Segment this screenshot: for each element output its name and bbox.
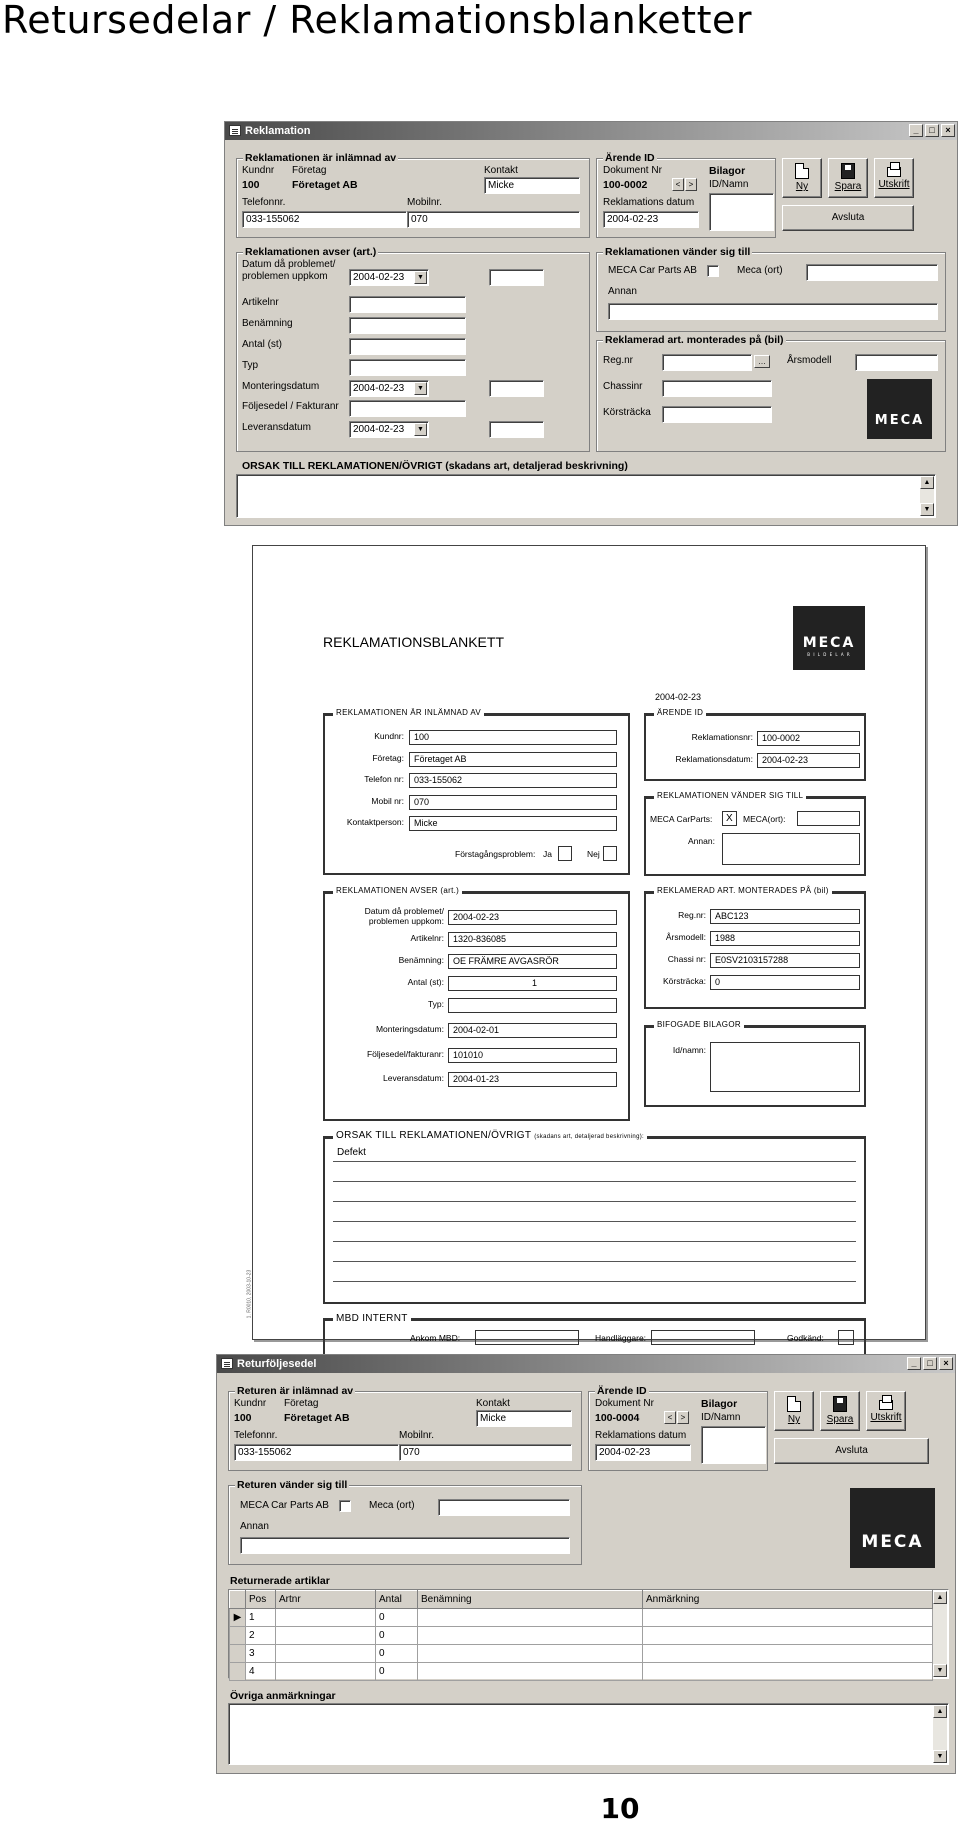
date-input[interactable]: 2004-02-23 [603, 211, 699, 228]
kundnr-field: 100 [409, 730, 617, 745]
antal-input[interactable] [349, 338, 466, 355]
ruled-line [333, 1161, 856, 1162]
pos-cell[interactable]: 1 [246, 1609, 276, 1627]
benamning-cell[interactable] [418, 1663, 643, 1681]
printer-icon [879, 1400, 893, 1410]
foretag-value: Företaget AB [292, 179, 358, 191]
new-button[interactable] [782, 158, 822, 198]
meca-ort-label: Meca (ort) [369, 1500, 415, 1511]
telefon-input[interactable]: 033-155062 [234, 1444, 399, 1461]
ruled-line [333, 1281, 856, 1282]
new-button-label: Ny [795, 181, 809, 192]
minimize-button[interactable]: _ [909, 124, 923, 137]
reklamationsblankett-paper [246, 545, 926, 1343]
close-button[interactable]: × [941, 124, 955, 137]
benamning-cell[interactable] [418, 1609, 643, 1627]
benamning-label: Benämning: [398, 955, 444, 965]
group-label: Reklamationen är inlämnad av [245, 152, 397, 164]
korstracka-input[interactable] [662, 406, 772, 423]
kontakt-label: Kontakt [484, 165, 518, 176]
handl-field [651, 1330, 755, 1345]
group-label: Övriga anmärkningar [230, 1690, 336, 1702]
new-document-icon [795, 163, 809, 179]
meca-label: MECA Car Parts AB [608, 265, 697, 276]
benamning-cell[interactable] [418, 1645, 643, 1663]
datum-field: 2004-02-23 [448, 910, 617, 925]
typ-label: Typ: [427, 999, 444, 1009]
kundnr-label: Kundnr [234, 1398, 267, 1409]
paper-internal-group [323, 1313, 866, 1358]
row-selector[interactable] [230, 1645, 246, 1663]
mobil-field: 070 [409, 795, 617, 810]
bilagor-label: Bilagor [709, 165, 746, 177]
form-icon [229, 125, 241, 136]
notes-group [228, 1692, 949, 1767]
row-selector[interactable] [230, 1627, 246, 1645]
row-pointer-icon[interactable]: ▶ [230, 1609, 246, 1627]
antal-cell[interactable]: 0 [376, 1627, 418, 1645]
rekl-date-field: 2004-02-23 [757, 753, 860, 768]
arsmodell-input[interactable] [855, 354, 938, 371]
chassi-label: Chassi nr: [667, 954, 706, 964]
bilagor-label: Bilagor [701, 1398, 738, 1410]
group-label: Returen vänder sig till [237, 1479, 348, 1491]
telefon-label: Telefon nr: [364, 774, 404, 784]
group-label: Reklamerad art. monterades på (bil) [605, 334, 784, 346]
anmarkning-cell[interactable] [643, 1609, 933, 1627]
artnr-cell[interactable] [276, 1627, 376, 1645]
regnr-field: ABC123 [710, 909, 860, 924]
ruled-line [333, 1241, 856, 1242]
mobil-input[interactable]: 070 [399, 1444, 572, 1461]
godkand-label: Godkänd: [787, 1333, 824, 1343]
artnr-cell[interactable] [276, 1663, 376, 1681]
foretag-label: Företag [284, 1398, 319, 1409]
column-header[interactable]: Artnr [276, 1591, 376, 1609]
kundnr-value: 100 [242, 179, 260, 191]
print-button[interactable] [866, 1391, 906, 1431]
mobil-label: Mobil nr: [371, 796, 404, 806]
blankett-title: REKLAMATIONSBLANKETT [323, 634, 505, 650]
chassi-label: Chassinr [603, 381, 643, 392]
save-button[interactable] [828, 158, 868, 198]
table-row[interactable] [230, 1609, 933, 1627]
antal-cell[interactable]: 0 [376, 1663, 418, 1681]
retur-addressed-group [228, 1479, 582, 1565]
dropdown-arrow-icon[interactable]: ▼ [414, 271, 427, 284]
datum-value: 2004-02-23 [353, 272, 405, 283]
column-header[interactable]: Anmärkning [643, 1591, 933, 1609]
chassi-input[interactable] [662, 380, 772, 397]
foljesedel-field: 101010 [448, 1048, 617, 1063]
minimize-button[interactable]: _ [907, 1357, 921, 1370]
scroll-up-icon[interactable]: ▲ [933, 1591, 947, 1604]
bilagor-input[interactable] [709, 193, 774, 231]
meca-ort-label: MECA(ort): [743, 814, 786, 824]
group-label: Returen är inlämnad av [237, 1385, 354, 1397]
annan-field [722, 833, 860, 865]
cause-text: Defekt [337, 1147, 366, 1158]
telefon-input[interactable]: 033-155062 [242, 211, 407, 228]
arsmodell-field: 1988 [710, 931, 860, 946]
doc-label: Dokument Nr [603, 165, 662, 176]
korstracka-field: 0 [710, 975, 860, 990]
leverans-select[interactable] [349, 421, 429, 438]
pos-cell[interactable]: 2 [246, 1627, 276, 1645]
ja-label: Ja [543, 849, 552, 859]
meca-checkbox[interactable] [339, 1500, 351, 1512]
leverans-extra-input[interactable] [489, 421, 544, 438]
foretag-label: Företag: [372, 753, 404, 763]
grid-scrollbar[interactable] [933, 1591, 947, 1677]
meca-ort-label: Meca (ort) [737, 265, 783, 276]
meca-logo-subtext: B I L D E L A R [807, 652, 851, 657]
paper-attachments-group [644, 1020, 866, 1107]
ankom-label: Ankom MBD: [410, 1333, 461, 1343]
grid-corner [230, 1591, 246, 1609]
antal-cell[interactable]: 0 [376, 1609, 418, 1627]
foljesedel-input[interactable] [349, 400, 466, 417]
annan-input[interactable] [608, 303, 938, 320]
artnr-cell[interactable] [276, 1609, 376, 1627]
retur-titlebar[interactable] [217, 1355, 955, 1373]
doc-label: Dokument Nr [595, 1398, 654, 1409]
next-record-button[interactable]: > [685, 178, 697, 191]
benamning-input[interactable] [349, 317, 466, 334]
new-document-icon [787, 1396, 801, 1412]
anmarkning-cell[interactable] [643, 1627, 933, 1645]
retur-submitted-group [228, 1385, 582, 1471]
scroll-down-icon[interactable]: ▼ [920, 503, 934, 516]
chassi-field: E0SV2103157288 [710, 953, 860, 968]
notes-scrollbar[interactable] [933, 1705, 947, 1763]
arsmodell-label: Årsmodell: [665, 932, 706, 942]
group-label: REKLAMATIONEN AVSER (art.) [333, 886, 462, 895]
table-row[interactable] [230, 1663, 933, 1681]
datum-label: Datum då problemet/ problemen uppkom: [364, 906, 444, 926]
scroll-down-icon[interactable]: ▼ [933, 1750, 947, 1763]
group-label: Ärende ID [605, 152, 655, 164]
first-problem-label: Förstagångsproblem: [455, 849, 536, 859]
montering-label: Monteringsdatum: [375, 1024, 444, 1034]
group-label: BIFOGADE BILAGOR [654, 1020, 744, 1029]
group-label [333, 1130, 647, 1141]
rekl-nr-field: 100-0002 [757, 731, 860, 746]
datum-label: Datum då problemet/ problemen uppkom [242, 259, 336, 282]
pos-cell[interactable]: 3 [246, 1645, 276, 1663]
form-version-text: 1. R0010, 2003-10-23 [246, 1269, 253, 1319]
save-disk-icon [833, 1396, 847, 1412]
date-label: Reklamations datum [595, 1430, 687, 1441]
handl-label: Handläggare: [595, 1333, 647, 1343]
datum-select[interactable] [349, 269, 429, 286]
kontakt-input[interactable]: Micke [476, 1410, 572, 1427]
annan-input[interactable] [240, 1537, 570, 1554]
kundnr-value: 100 [234, 1412, 252, 1424]
anmarkning-cell[interactable] [643, 1645, 933, 1663]
paper-mounted-group [644, 886, 866, 1009]
foljesedel-label: Följesedel/fakturanr: [366, 1049, 444, 1059]
idnamn-label: Id/namn: [672, 1045, 706, 1055]
montering-extra-input[interactable] [489, 380, 544, 397]
save-button-label: Spara [826, 1414, 854, 1425]
paper-submitted-group [323, 708, 630, 875]
articles-grid[interactable] [228, 1589, 949, 1679]
annan-label: Annan [608, 286, 637, 297]
idnamn-label: ID/Namn [709, 179, 749, 190]
idnamn-label: ID/Namn [701, 1412, 741, 1423]
cause-legend-small: (skadans art, detaljerad beskrivning): [534, 1134, 644, 1140]
bilagor-input[interactable] [701, 1426, 766, 1464]
paper-addressed-group [644, 791, 866, 876]
save-button[interactable] [820, 1391, 860, 1431]
telefon-label: Telefonnr. [234, 1430, 278, 1441]
next-record-button[interactable]: > [677, 1411, 689, 1424]
scroll-up-icon[interactable]: ▲ [933, 1705, 947, 1718]
cause-legend: ORSAK TILL REKLAMATIONEN/ÖVRIGT [336, 1130, 532, 1141]
avsluta-button[interactable]: Avsluta [774, 1438, 929, 1464]
print-button[interactable] [874, 158, 914, 198]
doc-value: 100-0002 [603, 179, 648, 191]
new-button[interactable] [774, 1391, 814, 1431]
group-label: Reklamationen avser (art.) [245, 246, 377, 258]
mobil-label: Mobilnr. [407, 197, 443, 208]
cause-group [236, 462, 946, 520]
blankett-meca-logo [793, 606, 865, 670]
montering-label: Monteringsdatum [242, 381, 320, 392]
typ-label: Typ [242, 360, 259, 371]
paper-concerns-group [323, 886, 630, 1121]
meca-label: MECA Car Parts AB [240, 1500, 329, 1511]
telefon-label: Telefonnr. [242, 197, 286, 208]
regnr-input[interactable] [662, 354, 752, 371]
foretag-label: Företag [292, 165, 327, 176]
foretag-value: Företaget AB [284, 1412, 350, 1424]
pos-cell[interactable]: 4 [246, 1663, 276, 1681]
kontakt-label: Kontakt [476, 1398, 510, 1409]
leverans-field: 2004-01-23 [448, 1072, 617, 1087]
table-row[interactable] [230, 1645, 933, 1663]
print-button-label: Utskrift [870, 1412, 902, 1423]
submitted-by-group [236, 152, 590, 238]
mobil-input[interactable]: 070 [407, 211, 580, 228]
kontakt-field: Micke [409, 816, 617, 831]
window-title: Reklamation [245, 125, 311, 137]
column-header[interactable]: Benämning [418, 1591, 643, 1609]
prev-record-button[interactable]: < [664, 1411, 676, 1424]
antal-label: Antal (st) [242, 339, 283, 350]
foljesedel-label: Följesedel / Fakturanr [242, 401, 339, 412]
meca-carparts-label: MECA CarParts: [650, 814, 713, 824]
group-label: ORSAK TILL REKLAMATIONEN/ÖVRIGT (skadans art, detaljerad beskrivning) [242, 460, 628, 472]
ruled-line [333, 1261, 856, 1262]
notes-textarea[interactable] [228, 1703, 949, 1765]
kontakt-input[interactable]: Micke [484, 177, 580, 194]
table-row[interactable] [230, 1627, 933, 1645]
row-selector[interactable] [230, 1663, 246, 1681]
paper-cause-group [323, 1130, 866, 1304]
new-button-label: Ny [787, 1414, 801, 1425]
korstracka-label: Körsträcka: [663, 976, 706, 986]
nej-box [603, 846, 617, 861]
ankom-field [475, 1330, 579, 1345]
annan-label: Annan [240, 1521, 269, 1532]
scroll-down-icon[interactable]: ▼ [933, 1664, 947, 1677]
montering-select[interactable] [349, 380, 429, 397]
close-button[interactable]: × [939, 1357, 953, 1370]
group-label: REKLAMATIONEN VÄNDER SIG TILL [654, 791, 806, 800]
typ-field [448, 998, 617, 1013]
reklamation-titlebar[interactable] [225, 122, 957, 140]
group-label: MBD INTERNT [333, 1313, 411, 1324]
page-number: 10 [600, 1792, 640, 1825]
benamning-label: Benämning [242, 318, 293, 329]
antal-cell[interactable]: 0 [376, 1645, 418, 1663]
dropdown-arrow-icon[interactable]: ▼ [414, 382, 427, 395]
kundnr-label: Kundnr: [374, 731, 404, 741]
leverans-value: 2004-02-23 [353, 424, 405, 435]
kontakt-label: Kontaktperson: [346, 817, 404, 827]
idnamn-field [710, 1042, 860, 1092]
group-label: Ärende ID [597, 1385, 647, 1397]
case-id-group [596, 152, 776, 238]
regnr-label: Reg.nr [603, 355, 634, 366]
montering-value: 2004-02-23 [353, 383, 405, 394]
date-label: Reklamations datum [603, 197, 695, 208]
godkand-box [838, 1330, 854, 1345]
date-input[interactable]: 2004-02-23 [595, 1444, 691, 1461]
group-label: REKLAMATIONEN ÄR INLÄMNAD AV [333, 708, 484, 717]
ja-box [558, 846, 572, 861]
doc-value: 100-0004 [595, 1412, 640, 1424]
retur-case-group [588, 1385, 768, 1471]
retur-meca-logo: MECA [850, 1488, 935, 1568]
save-disk-icon [841, 163, 855, 179]
korstracka-label: Körsträcka [603, 407, 651, 418]
annan-label: Annan: [688, 836, 715, 846]
group-label: REKLAMERAD ART. MONTERADES PÅ (bil) [654, 886, 832, 895]
artikelnr-label: Artikelnr: [410, 933, 444, 943]
ruled-line [333, 1181, 856, 1182]
scroll-up-icon[interactable]: ▲ [920, 476, 934, 489]
blankett-date: 2004-02-23 [655, 692, 702, 702]
ruled-line [333, 1201, 856, 1202]
print-button-label: Utskrift [878, 179, 910, 190]
regnr-label: Reg.nr: [678, 910, 706, 920]
dropdown-arrow-icon[interactable]: ▼ [414, 423, 427, 436]
artikelnr-field: 1320-836085 [448, 932, 617, 947]
arsmodell-label: Årsmodell [787, 355, 832, 366]
meca-logo-text: MECA [802, 635, 856, 651]
concerns-group [236, 246, 590, 452]
mobil-label: Mobilnr. [399, 1430, 435, 1441]
leverans-label: Leveransdatum: [383, 1073, 444, 1083]
anmarkning-cell[interactable] [643, 1663, 933, 1681]
rekl-date-label: Reklamationsdatum: [675, 754, 753, 764]
datum-extra-input[interactable] [489, 269, 544, 286]
benamning-field: OE FRÄMRE AVGASRÖR [448, 954, 617, 969]
cause-textarea[interactable] [236, 474, 936, 518]
nej-label: Nej [587, 849, 600, 859]
leverans-label: Leveransdatum [242, 422, 311, 433]
regnr-lookup-button[interactable]: … [754, 355, 770, 368]
kundnr-label: Kundnr [242, 165, 275, 176]
maximize-button[interactable]: □ [923, 1357, 937, 1370]
group-label: Reklamationen vänder sig till [605, 246, 751, 258]
column-header[interactable]: Antal [376, 1591, 418, 1609]
artikelnr-input[interactable] [349, 296, 466, 313]
retur-window [216, 1354, 956, 1774]
save-button-label: Spara [834, 181, 862, 192]
cause-scrollbar[interactable] [920, 476, 934, 516]
benamning-cell[interactable] [418, 1627, 643, 1645]
artikelnr-label: Artikelnr [242, 297, 279, 308]
window-title: Returföljesedel [237, 1358, 317, 1370]
meca-ort-input[interactable] [806, 264, 938, 281]
telefon-field: 033-155062 [409, 773, 617, 788]
mounted-group [596, 334, 946, 452]
antal-label: Antal (st): [407, 977, 444, 987]
meca-ort-input[interactable] [438, 1499, 570, 1516]
group-label: ÄRENDE ID [654, 708, 706, 717]
paper-case-group [644, 708, 866, 781]
reklamation-window [224, 121, 958, 526]
prev-record-button[interactable]: < [672, 178, 684, 191]
form-icon [221, 1358, 233, 1369]
rekl-nr-label: Reklamationsnr: [691, 732, 753, 742]
column-header[interactable]: Pos [246, 1591, 276, 1609]
meca-logo: MECA [867, 379, 932, 439]
ruled-line [333, 1221, 856, 1222]
montering-field: 2004-02-01 [448, 1023, 617, 1038]
group-label: Returnerade artiklar [230, 1575, 330, 1587]
foretag-field: Företaget AB [409, 752, 617, 767]
page-title: Retursedelar / Reklamationsblanketter [2, 0, 752, 42]
avsluta-button[interactable]: Avsluta [782, 205, 914, 231]
meca-checkbox[interactable] [707, 265, 719, 277]
printer-icon [887, 167, 901, 177]
addressed-group [596, 246, 946, 332]
typ-input[interactable] [349, 359, 466, 376]
articles-group [228, 1575, 949, 1679]
antal-field: 1 [448, 976, 617, 991]
meca-carparts-box: X [722, 811, 737, 826]
artnr-cell[interactable] [276, 1645, 376, 1663]
maximize-button[interactable]: □ [925, 124, 939, 137]
meca-ort-field [797, 811, 860, 826]
